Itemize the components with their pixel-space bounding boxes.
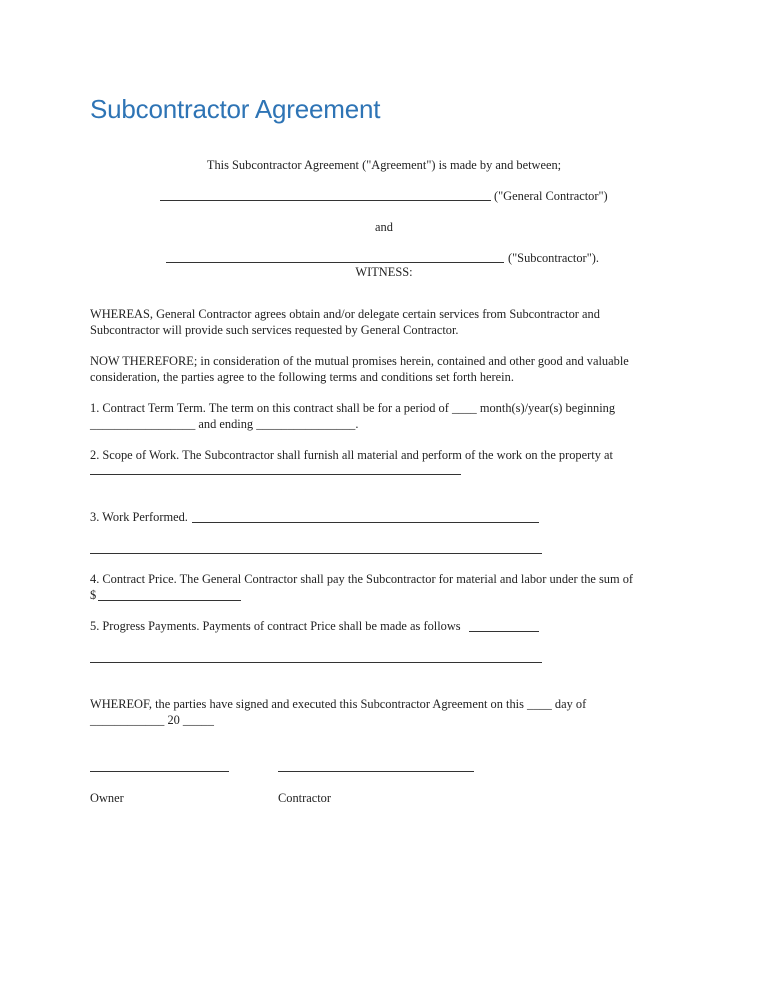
general-contractor-blank bbox=[160, 200, 491, 201]
property-address-blank bbox=[90, 474, 461, 475]
general-contractor-label: ("General Contractor") bbox=[494, 189, 608, 203]
work-performed-blank-1 bbox=[192, 522, 539, 523]
owner-signature-line bbox=[90, 771, 229, 772]
work-performed-blank-2 bbox=[90, 553, 542, 554]
now-therefore-line-1: NOW THEREFORE; in consideration of the mutual promises herein, contained and other good and valuable bbox=[90, 354, 629, 368]
now-therefore-line-2: consideration, the parties agree to the following terms and conditions set forth herein. bbox=[90, 370, 514, 384]
contract-term-line-2: _________________ and ending ________________. bbox=[90, 417, 359, 431]
subcontractor-blank bbox=[166, 262, 504, 263]
whereas-line-1: WHEREAS, General Contractor agrees obtain and/or delegate certain services from Subcontractor and bbox=[90, 307, 600, 321]
contractor-signature-line bbox=[278, 771, 474, 772]
contract-price-blank bbox=[98, 600, 241, 601]
and-text: and bbox=[375, 220, 393, 234]
contract-price-line-1: 4. Contract Price. The General Contractor shall pay the Subcontractor for material and labor under the sum of bbox=[90, 572, 634, 586]
scope-of-work-text: 2. Scope of Work. The Subcontractor shall furnish all material and perform of the work on the property at bbox=[90, 448, 613, 462]
whereof-line-1: WHEREOF, the parties have signed and executed this Subcontractor Agreement on this ____ day of bbox=[90, 697, 587, 711]
whereof-line-2: ____________ 20 _____ bbox=[90, 713, 214, 727]
document-title: Subcontractor Agreement bbox=[90, 94, 381, 124]
contractor-label: Contractor bbox=[278, 791, 331, 805]
contract-term-line-1: 1. Contract Term Term. The term on this contract shall be for a period of ____ month(s)/year(s) beginning bbox=[90, 401, 616, 415]
intro-text: This Subcontractor Agreement ("Agreement") is made by and between; bbox=[206, 158, 562, 172]
contract-price-dollar: $ bbox=[90, 588, 97, 602]
progress-payments-blank-2 bbox=[90, 662, 542, 663]
subcontractor-label: ("Subcontractor"). bbox=[508, 251, 599, 265]
witness-heading: WITNESS: bbox=[355, 265, 413, 279]
owner-label: Owner bbox=[90, 791, 124, 805]
whereas-line-2: Subcontractor will provide such services requested by General Contractor. bbox=[90, 323, 459, 337]
work-performed-label: 3. Work Performed. bbox=[90, 510, 188, 524]
progress-payments-blank-1 bbox=[469, 631, 539, 632]
progress-payments-text: 5. Progress Payments. Payments of contract Price shall be made as follows bbox=[90, 619, 461, 633]
